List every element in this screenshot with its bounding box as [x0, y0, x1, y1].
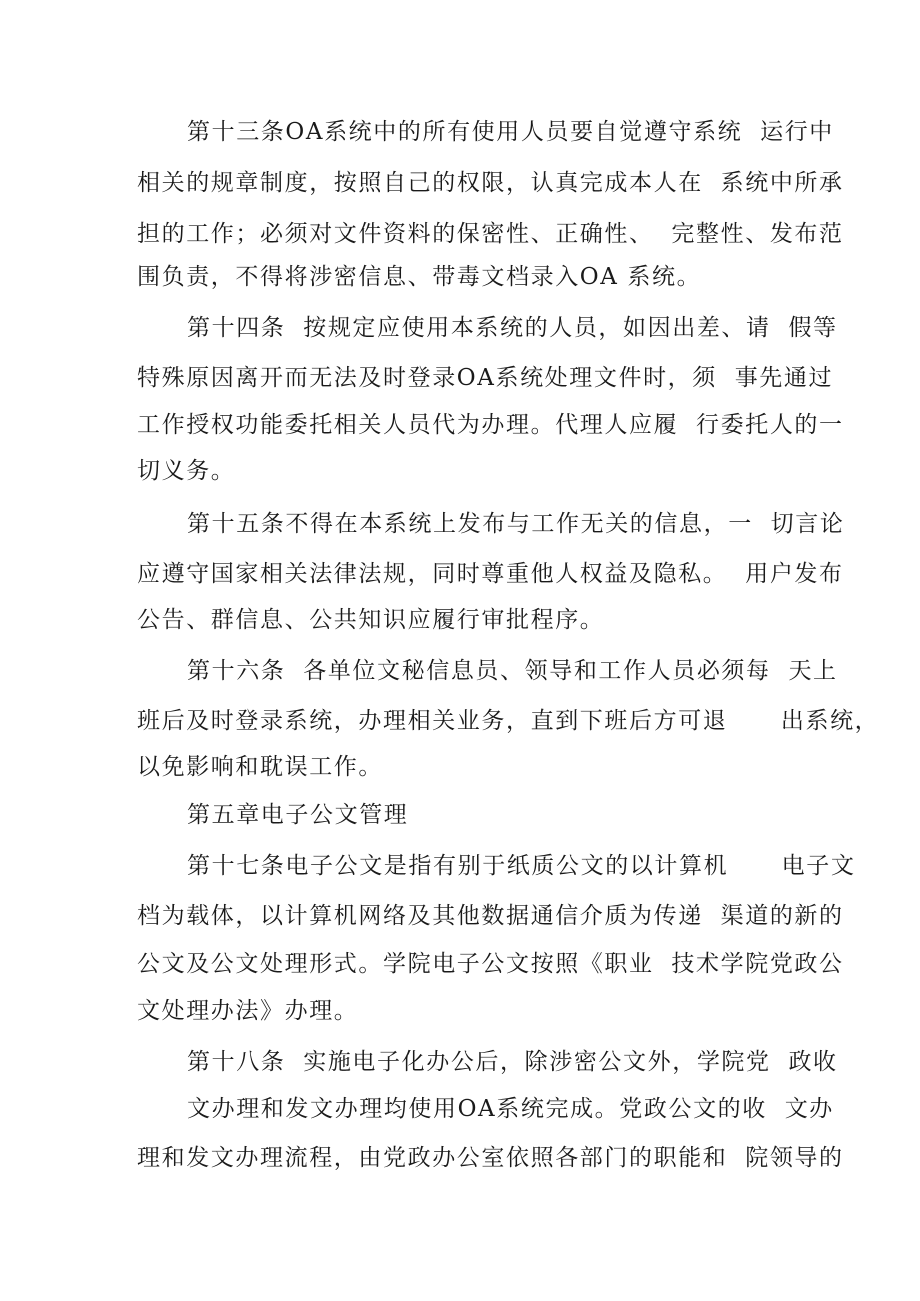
paragraph-line: 班后及时登录系统，办理相关业务，直到下班后方可退 出系统， — [137, 708, 880, 734]
paragraph-line: 担的工作；必须对文件资料的保密性、正确性、 完整性、发布范 — [137, 221, 844, 247]
paragraph-line: 理和发文办理流程，由党政办公室依照各部门的职能和 院领导的 — [137, 1145, 844, 1171]
paragraph-line: 第十六条 各单位文秘信息员、领导和工作人员必须每 天上 — [187, 658, 838, 684]
paragraph-line: 文办理和发文办理均使用OA系统完成。党政公文的收 文办 — [187, 1096, 834, 1122]
paragraph-line: 档为载体，以计算机网络及其他数据通信介质为传递 渠道的新的 — [137, 903, 844, 929]
paragraph-line: 文处理办法》办理。 — [137, 998, 359, 1024]
paragraph-line: 围负责，不得将涉密信息、带毒文档录入OA 系统。 — [137, 264, 702, 290]
paragraph-line: 公告、群信息、公共知识应履行审批程序。 — [137, 607, 605, 633]
paragraph-line: 第十三条OA系统中的所有使用人员要自觉遵守系统 运行中 — [187, 119, 834, 145]
paragraph-line: 应遵守国家相关法律法规，同时尊重他人权益及隐私。 用户发布 — [137, 561, 844, 587]
paragraph-line: 第十五条不得在本系统上发布与工作无关的信息，一 切言论 — [187, 511, 845, 537]
paragraph-line: 第十七条电子公文是指有别于纸质公文的以计算机 电子文 — [187, 853, 856, 879]
paragraph-line: 第十八条 实施电子化办公后，除涉密公文外，学院党 政收 — [187, 1049, 838, 1075]
paragraph-line: 以免影响和耽误工作。 — [137, 754, 383, 780]
paragraph-line: 工作授权功能委托相关人员代为办理。代理人应履 行委托人的一 — [137, 412, 844, 438]
paragraph-line: 切义务。 — [137, 458, 236, 484]
paragraph-line: 相关的规章制度，按照自己的权限，认真完成本人在 系统中所承 — [137, 170, 844, 196]
paragraph-line: 第十四条 按规定应使用本系统的人员，如因出差、请 假等 — [187, 315, 838, 341]
paragraph-line: 特殊原因离开而无法及时登录OA系统处理文件时，须 事先通过 — [137, 365, 834, 391]
chapter-heading: 第五章电子公文管理 — [187, 802, 409, 828]
paragraph-line: 公文及公文处理形式。学院电子公文按照《职业 技术学院党政公 — [137, 951, 844, 977]
